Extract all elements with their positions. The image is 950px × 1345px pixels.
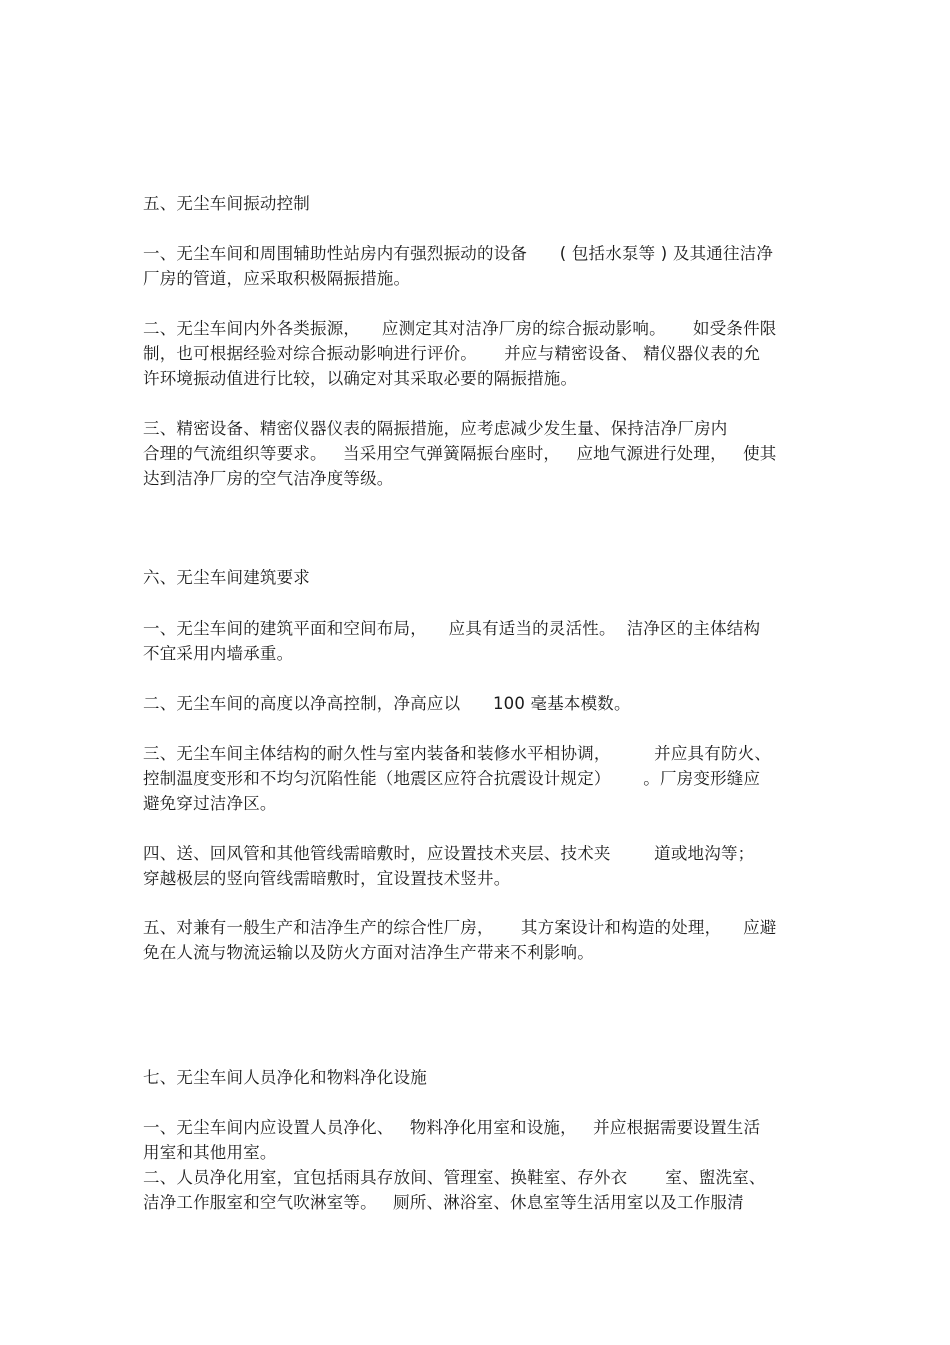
- paragraph-line: 不宜采用内墙承重。: [143, 644, 294, 663]
- section-heading-7: 七、无尘车间人员净化和物料净化设施: [143, 1068, 427, 1087]
- paragraph-line: 控制温度变形和不均匀沉陷性能（地震区应符合抗震设计规定） 。厂房变形缝应: [143, 769, 761, 788]
- paragraph-line: 合理的气流组织等要求。 当采用空气弹簧隔振台座时， 应地气源进行处理， 使其: [143, 444, 777, 463]
- paragraph-line: 达到洁净厂房的空气洁净度等级。: [143, 469, 394, 488]
- paragraph-line: 一、无尘车间内应设置人员净化、 物料净化用室和设施， 并应根据需要设置生活: [143, 1118, 761, 1137]
- paragraph-line: 四、送、回风管和其他管线需暗敷时，应设置技术夹层、技术夹 道或地沟等；: [143, 844, 755, 863]
- paragraph-line: 三、精密设备、精密仪器仪表的隔振措施，应考虑减少发生量、保持洁净厂房内: [143, 419, 728, 438]
- paragraph-line: 三、无尘车间主体结构的耐久性与室内装备和装修水平相协调， 并应具有防火、: [143, 744, 772, 763]
- paragraph-line: 穿越极层的竖向管线需暗敷时，宜设置技术竖井。: [143, 869, 511, 888]
- paragraph-line: 免在人流与物流运输以及防火方面对洁净生产带来不利影响。: [143, 943, 594, 962]
- paragraph-line: 二、无尘车间内外各类振源， 应测定其对洁净厂房的综合振动影响。 如受条件限: [143, 319, 777, 338]
- paragraph-line: 二、无尘车间的高度以净高控制，净高应以 100 毫基本模数。: [143, 694, 631, 713]
- paragraph-line: 洁净工作服室和空气吹淋室等。 厕所、淋浴室、休息室等生活用室以及工作服清: [143, 1193, 744, 1212]
- paragraph-line: 一、无尘车间的建筑平面和空间布局， 应具有适当的灵活性。 洁净区的主体结构: [143, 619, 761, 638]
- paragraph-line: 五、对兼有一般生产和洁净生产的综合性厂房， 其方案设计和构造的处理， 应避: [143, 918, 777, 937]
- paragraph-line: 一、无尘车间和周围辅助性站房内有强烈振动的设备 ( 包括水泵等 ) 及其通往洁净: [143, 244, 774, 263]
- paragraph-line: 许环境振动值进行比较，以确定对其采取必要的隔振措施。: [143, 369, 578, 388]
- paragraph-line: 二、人员净化用室，宜包括雨具存放间、管理室、换鞋室、存外衣 室、盥洗室、: [143, 1168, 766, 1187]
- paragraph-line: 用室和其他用室。: [143, 1143, 277, 1162]
- paragraph-line: 厂房的管道，应采取积极隔振措施。: [143, 269, 411, 288]
- section-heading-5: 五、无尘车间振动控制: [143, 194, 310, 213]
- section-heading-6: 六、无尘车间建筑要求: [143, 568, 310, 587]
- paragraph-line: 制，也可根据经验对综合振动影响进行评价。 并应与精密设备、 精仪器仪表的允: [143, 344, 761, 363]
- paragraph-line: 避免穿过洁净区。: [143, 794, 277, 813]
